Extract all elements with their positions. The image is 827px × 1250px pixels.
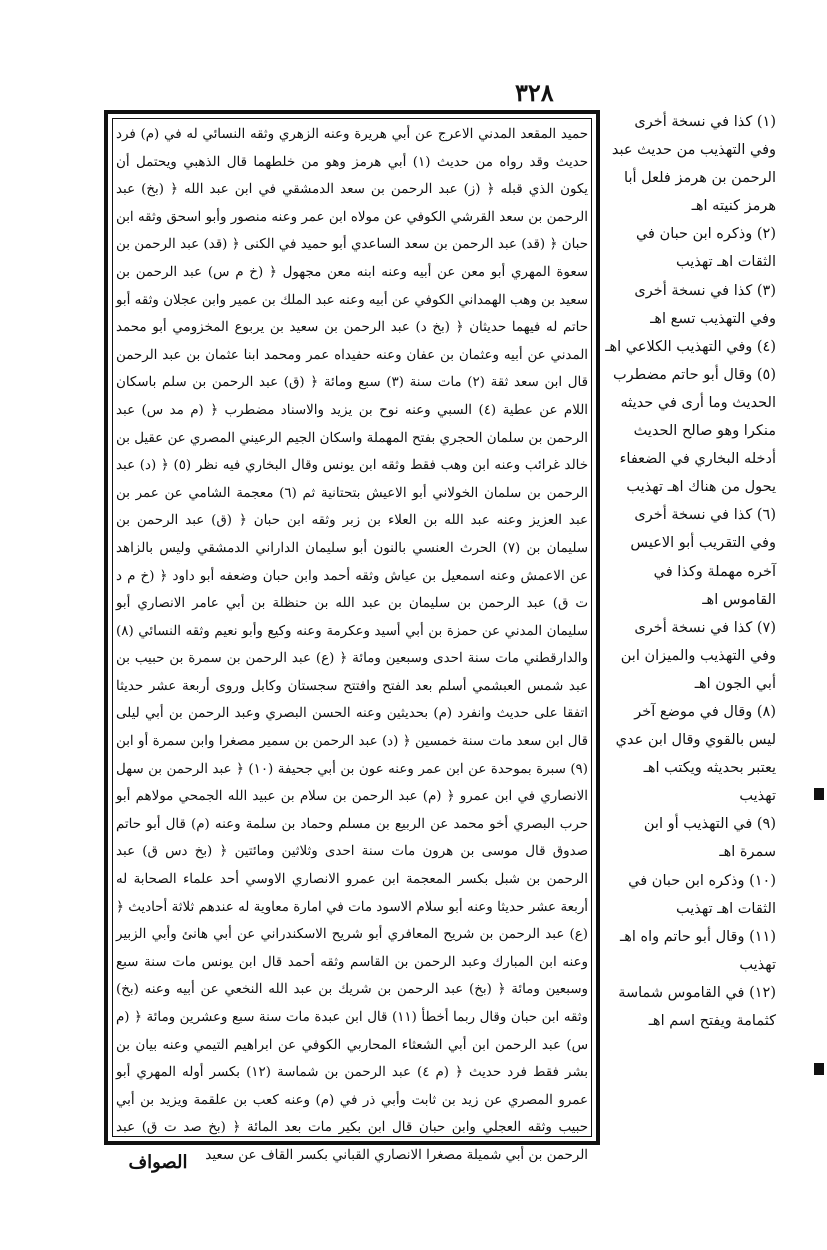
- margin-footnotes: [604, 108, 776, 1035]
- footnote: (٤) وفي التهذيب الكلاعي اهـ: [605, 338, 776, 355]
- scan-edge-mark: [814, 1063, 824, 1075]
- footnote: (١٠) وذكره ابن حبان في الثقات اهـ تهذيب: [628, 872, 776, 917]
- footnote: (١) كذا في نسخة أخرى وفي التهذيب من حديث عبد الرحمن بن هرمز فلعل أبا هرمز كنيته اهـ: [611, 114, 776, 215]
- footnote: (٢) وذكره ابن حبان في الثقات اهـ تهذيب: [635, 226, 776, 271]
- catchword: الصواف: [128, 1152, 188, 1173]
- footnote: (٥) وقال أبو حاتم مضطرب الحديث وما أرى في حديثه منكرا وهو صالح الحديث أدخله البخاري في الضعفاء يحول من هناك اهـ تهذيب: [613, 366, 776, 496]
- page-number: ٣٢٨: [515, 78, 554, 107]
- footnote: (٣) كذا في نسخة أخرى وفي التهذيب تسع اهـ: [634, 282, 776, 327]
- footnote: (٦) كذا في نسخة أخرى وفي التقريب أبو الاعيس آخره مهملة وكذا في القاموس اهـ: [630, 507, 776, 608]
- scan-edge-mark: [814, 788, 824, 800]
- footnote: (٨) وقال في موضع آخر ليس بالقوي وقال ابن عدي يعتبر بحديثه ويكتب اهـ تهذيب: [615, 703, 776, 805]
- footnote: (١١) وقال أبو حاتم واه اهـ تهذيب: [619, 928, 776, 973]
- footnote: (١٢) في القاموس شماسة كثمامة ويفتح اسم اهـ: [618, 984, 776, 1029]
- main-text-block: حميد المقعد المدني الاعرج عن أبي هريرة وعنه الزهري وثقه النسائي له في (م) فرد حديث وقد رواه من حديث (١) أبي هرمز وهو من خلطهما قال الذهبي ويحتمل أن يكون الذي قبله ﴿ (ز) عبد الرحمن بن سعد الدمشقي في ابن عبد الله ﴿ (بخ) عبد الرحمن بن سعد القرشي الكوفي عن مولاه ابن عمر وعنه منصور وأبو اسحق وثقه ابن حبان ﴿ (قد) عبد الرحمن بن سعد الساعدي أبو حميد في الكنى ﴿ (قد) عبد الرحمن بن سعوة المهري أبو معن عن أبيه وعنه ابنه معن مجهول ﴿ (خ م س) عبد الرحمن بن سعيد بن وهب الهمداني الكوفي عن أبيه وعنه عبد الملك بن عمير وابن عجلان وثقه أبو حاتم له فيهما حديثان ﴿ (بخ د) عبد الرحمن بن سعيد بن يربوع المخزومي أبو محمد المدني عن أبيه وعثمان بن عفان وعنه حفيداه عمر ومحمد ابنا عثمان بن عبد الرحمن قال ابن سعد ثقة (٢) مات سنة (٣) سبع ومائة ﴿ (ق) عبد الرحمن بن سلم باسكان اللام عن عطية (٤) السبي وعنه نوح بن يزيد والاسناد مضطرب ﴿ (م مد س) عبد الرحمن بن سلمان الحجري بفتح المهملة واسكان الجيم الرعيني المصري عن عقيل بن خالد غرائب وعنه ابن وهب فقط وثقه ابن يونس وقال البخاري فيه نظر (٥) ﴿ (د) عبد الرحمن بن سلمان الخولاني أبو الاعيش بتحتانية ثم (٦) معجمة الشامي عن عمر بن عبد العزيز وعنه عبد الله بن العلاء بن زبر وثقه ابن حبان ﴿ (ق) عبد الرحمن بن سليمان بن (٧) الحرث العنسي بالنون أبو سليمان الداراني الدمشقي وليس بالزاهد عن الاعمش وعنه اسمعيل بن عياش وثقه أحمد وابن حبان وضعفه أبو داود ﴿ (خ م د ت ق) عبد الرحمن بن سليمان بن عبد الله بن حنظلة بن أبي عامر الانصاري أبو سليمان المدني عن حمزة بن أبي أسيد وعكرمة وعنه وكيع وأبو نعيم وثقه النسائي (٨) والدارقطني مات سنة احدى وسبعين ومائة ﴿ (ع) عبد الرحمن بن سمرة بن حبيب بن عبد شمس العبشمي أسلم بعد الفتح وافتتح سجستان وكابل وروى أربعة عشر حديثا اتفقا على حديث وانفرد (م) بحديثين وعنه الحسن البصري وعبد الرحمن بن أبي ليلى قال ابن سعد مات سنة خمسين ﴿ (د) عبد الرحمن بن سمير مصغرا وابن سمرة أو ابن (٩) سبرة بموحدة عن ابن عمر وعنه عون بن أبي جحيفة (١٠) ﴿ عبد الرحمن بن سهل الانصاري في ابن عمرو ﴿ (م) عبد الرحمن بن سلام بن عبيد الله الجمحي مولاهم أبو حرب البصري أخو محمد عن الربيع بن مسلم وحماد بن سلمة وعنه (م) قال أبو حاتم صدوق قال موسى بن هرون مات سنة احدى وثلاثين ومائتين ﴿ (بخ دس ق) عبد الرحمن بن شبل بكسر المعجمة ابن عمرو الانصاري الاوسي أحد علماء الصحابة له أربعة عشر حديثا وعنه أبو سلام الاسود مات في امارة معاوية له عندهم ثلاثة أحاديث ﴿ (ع) عبد الرحمن بن شريح المعافري أبو شريح الاسكندراني عن أبي هانئ وأبي الزبير وعنه ابن المبارك وعبد الرحمن بن القاسم وثقه أحمد قال ابن يونس مات سنة سبع وسبعين ومائة ﴿ (بخ) عبد الرحمن بن شريك بن عبد الله النخعي عن أبيه وعنه (بخ) وثقه ابن حبان وقال ربما أخطأ (١١) قال ابن عبدة مات سنة سبع وعشرين ومائة ﴿ (م س) عبد الرحمن ابن أبي الشعثاء المحاربي الكوفي عن ابراهيم التيمي وعنه بيان بن بشر فقط فرد حديث ﴿ (م ٤) عبد الرحمن بن شماسة (١٢) بكسر أوله المهري أبو عمرو المصري عن زيد بن ثابت وأبي ذر في (م) وعنه كعب بن علقمة ويزيد بن أبي حبيب وثقه العجلي وابن حبان قال ابن بكير مات بعد المائة ﴿ (بخ صد ت ق) عبد الرحمن بن أبي شميلة مصغرا الانصاري القباني بكسر القاف عن سعيد: [116, 127, 589, 1163]
- footnote: (٩) في التهذيب أو ابن سمرة اهـ: [643, 816, 776, 861]
- footnote: (٧) كذا في نسخة أخرى وفي التهذيب والميزان ابن أبي الجون اهـ: [620, 619, 776, 692]
